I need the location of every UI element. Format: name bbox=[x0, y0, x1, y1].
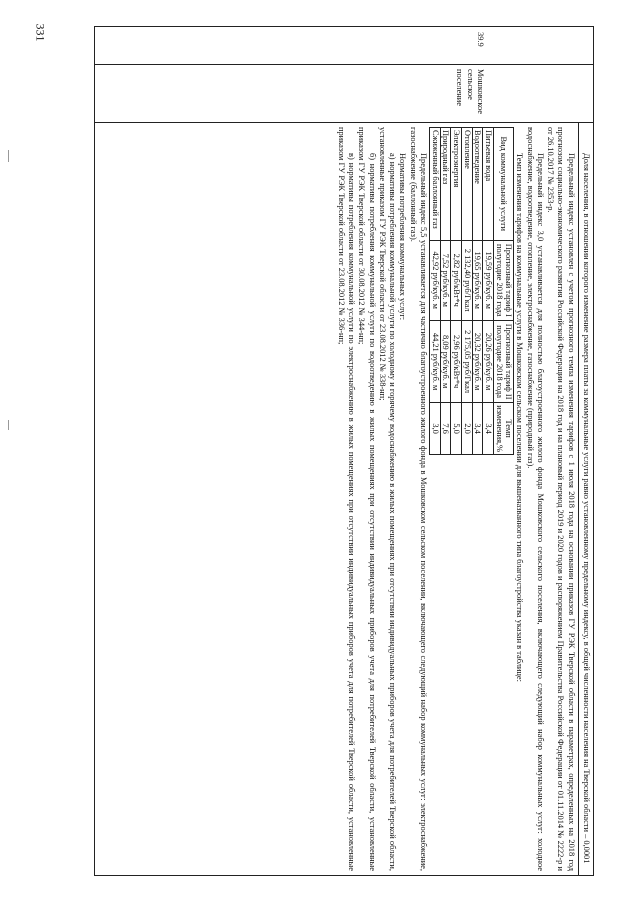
table-row bbox=[483, 128, 494, 455]
tariff-table bbox=[429, 127, 514, 455]
paragraph-norms-heading: Нормативы потребления коммунальных услуг: bbox=[398, 153, 408, 321]
table-row bbox=[472, 128, 483, 455]
tariff-h2: 44,21 руб/куб. м bbox=[430, 321, 441, 403]
paragraph-table-intro: Темп изменения тарифов на коммунальные услуги в Мошковском сельском поселении для вышеназванного типа благоустройства указан в таблице: bbox=[515, 153, 525, 682]
table-row bbox=[461, 128, 472, 455]
scan-mark bbox=[8, 150, 9, 162]
tariff-table-header bbox=[493, 128, 513, 455]
table-row bbox=[451, 128, 462, 455]
change-rate: 3,4 bbox=[472, 403, 483, 455]
service-name: Электроэнергия bbox=[451, 128, 462, 241]
paragraph-norm-electricity: в) нормативы потребления коммунальной услуги по электроснабжению в жилых помещениях при отсутствии индивидуальных приборов учета для потребителей Тверской области, установленные приказом ГУ РЭК Тверской области от 23.08.2012 № 336-нп; bbox=[337, 127, 357, 871]
service-name: Сжиженный баллонный газ bbox=[430, 128, 441, 241]
header-tariff-h2: Прогнозный тариф II полугодие 2018 года bbox=[493, 321, 513, 403]
paragraph-norm-drainage: б) нормативы потребления коммунальной услуги по водоотведению в жилых помещениях при отсутствии индивидуальных приборов учета для потребителей Тверской области, установленные приказом ГУ РЭК Тверской области от 30.08.2012 № 344-нп; bbox=[357, 127, 377, 871]
service-name: Отопление bbox=[461, 128, 472, 241]
row-number: 39.9 bbox=[95, 27, 593, 65]
header-change-rate: Темп изменения,% bbox=[493, 403, 513, 455]
tariff-h1: 2,82 руб/кВт*ч bbox=[451, 240, 462, 321]
paragraph-index-basis: Предельный индекс установлен с учетом прогнозного темпа изменения тарифов с 1 июля 2018 года на основании приказов ГУ РЭК Тверской области в параметрах, определенных на 2018 год прогнозом социально-экономического развития Российской Федерации на 2018 год и на плановый период 2019 и 2020 годов и распоряжением Правительства Российской Федерации от 01.11.2014 № 2222-р и от 26.10.2017 № 2353-р. bbox=[546, 127, 576, 871]
tariff-h2: 8,09 руб/куб. м bbox=[440, 321, 451, 403]
rotated-table-frame bbox=[94, 26, 594, 876]
tariff-h1: 42,92 руб/куб. м bbox=[430, 240, 441, 321]
tariff-h2: 2 175,05 руб/Гкал bbox=[461, 321, 472, 403]
document-table bbox=[94, 26, 594, 876]
tariff-h2: 20,26 руб/куб. м bbox=[483, 321, 494, 403]
page-number: 331 bbox=[33, 23, 48, 41]
row-content bbox=[95, 123, 593, 875]
service-name: Водоотведение bbox=[472, 128, 483, 241]
header-service: Вид коммунальной услуги bbox=[493, 128, 513, 241]
change-rate: 3,4 bbox=[483, 403, 494, 455]
tariff-h2: 2,96 руб/кВт*ч bbox=[451, 321, 462, 403]
tariff-h1: 7,52 руб/куб. м bbox=[440, 240, 451, 321]
paragraph-full-amenities: Предельный индекс 3,0 устанавливается для полностью благоустроенного жилого фонда Мошковского сельского поселения, включающего следующий набор коммунальных услуг: холодное водоснабжение, водоотведение, отопление, электроснабжение, газоснабжение (природный газ). bbox=[525, 127, 545, 871]
paragraph-norm-water: а) нормативы потребления коммунальной услуги по холодному и горячему водоснабжению в жилых помещениях при отсутствии индивидуальных приборов учета для потребителей Тверской области, установленные приказом ГУ РЭК Тверской области от 23.08.2012 № 338-нп; bbox=[378, 127, 398, 871]
tariff-h2: 20,32 руб/куб. м bbox=[472, 321, 483, 403]
table-row bbox=[430, 128, 441, 455]
population-share-text: Доля населения, в отношении которого изменение размера платы за коммунальные услуги равно установленному предельному индексу, в общей численности населения на Тверской области – 0,0001 bbox=[582, 153, 591, 864]
settlement-name: Мошковское сельское поселение bbox=[95, 65, 593, 123]
tariff-h1: 19,65 руб/куб. м bbox=[472, 240, 483, 321]
paragraph-partial-amenities: Предельный индекс 5,5 устанавливается для частично благоустроенного жилого фонда в Мошковском сельском поселении, включающего следующий набор коммунальных услуг: электроснабжение, газоснабжение (баллонный газ). bbox=[408, 127, 428, 871]
change-rate: 5,0 bbox=[451, 403, 462, 455]
tariff-h1: 19,59 руб/куб. м bbox=[483, 240, 494, 321]
table-row bbox=[440, 128, 451, 455]
scan-mark bbox=[8, 420, 9, 430]
tariff-h1: 2 132,40 руб/Гкал bbox=[461, 240, 472, 321]
service-name: Природный газ bbox=[440, 128, 451, 241]
header-tariff-h1: Прогнозный тариф I полугодие 2018 года bbox=[493, 240, 513, 321]
change-rate: 7,6 bbox=[440, 403, 451, 455]
service-name: Питьевая вода bbox=[483, 128, 494, 241]
population-share-block bbox=[578, 123, 591, 875]
change-rate: 3,0 bbox=[430, 403, 441, 455]
change-rate: 2,0 bbox=[461, 403, 472, 455]
